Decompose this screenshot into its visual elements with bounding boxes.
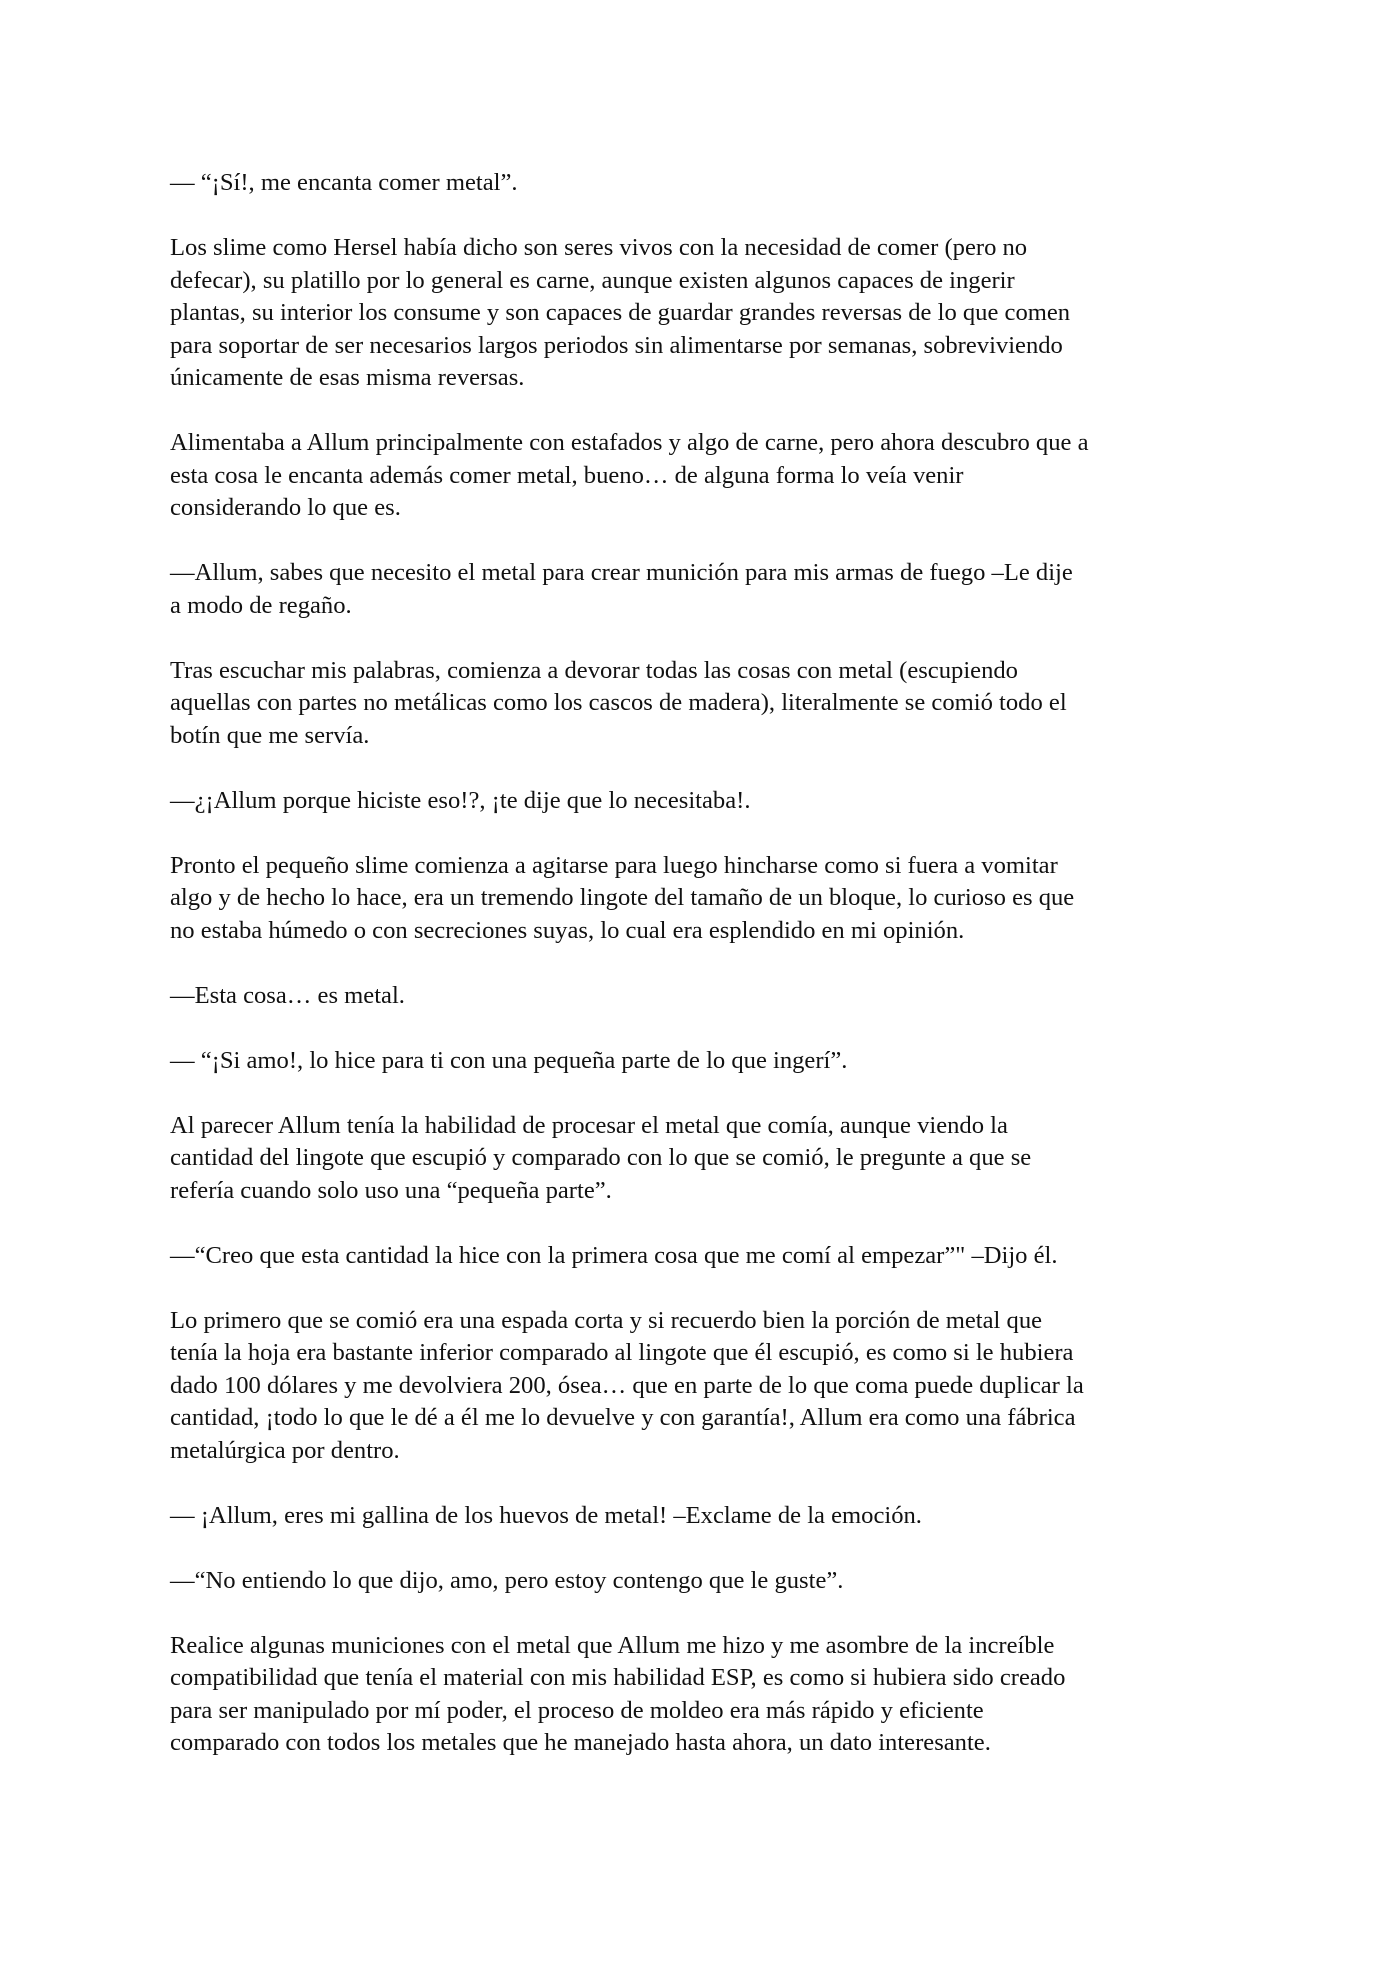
text-line: para ser manipulado por mí poder, el proceso de moldeo era más rápido y eficiente: [170, 1696, 984, 1724]
text-line: — ¡Allum, eres mi gallina de los huevos de metal! –Exclame de la emoción.: [170, 1501, 922, 1529]
text-line: —“No entiendo lo que dijo, amo, pero estoy contengo que le guste”.: [170, 1566, 844, 1594]
text-line: no estaba húmedo o con secreciones suyas, lo cual era esplendido en mi opinión.: [170, 916, 965, 944]
text-line: a modo de regaño.: [170, 591, 352, 619]
text-line: para soportar de ser necesarios largos periodos sin alimentarse por semanas, sobreviviendo: [170, 331, 1063, 359]
text-line: considerando lo que es.: [170, 494, 401, 521]
text-line: —Allum, sabes que necesito el metal para crear munición para mis armas de fuego –Le dije: [170, 559, 1073, 586]
text-line: Alimentaba a Allum principalmente con estafados y algo de carne, pero ahora descubro que a: [170, 429, 1089, 456]
paragraph: [170, 1045, 1250, 1078]
document-body: [170, 167, 1250, 1792]
text-line: únicamente de esas misma reversas.: [170, 364, 525, 391]
text-line: plantas, su interior los consume y son capaces de guardar grandes reversas de lo que comen: [170, 299, 1071, 326]
text-line: dado 100 dólares y me devolviera 200, ósea… que en parte de lo que coma puede duplicar la: [170, 1371, 1084, 1399]
text-line: —“Creo que esta cantidad la hice con la primera cosa que me comí al empezar”" –Dijo él.: [170, 1241, 1058, 1269]
paragraph: [170, 232, 1250, 395]
text-line: Al parecer Allum tenía la habilidad de procesar el metal que comía, aunque viendo la: [170, 1111, 1008, 1139]
text-line: —Esta cosa… es metal.: [170, 981, 405, 1009]
text-line: — “¡Sí!, me encanta comer metal”.: [170, 169, 518, 196]
text-line: compatibilidad que tenía el material con mis habilidad ESP, es como si hubiera sido creado: [170, 1664, 1066, 1691]
paragraph: [170, 980, 1250, 1013]
text-line: tenía la hoja era bastante inferior comparado al lingote que él escupió, es como si le hubiera: [170, 1339, 1074, 1366]
paragraph: [170, 850, 1250, 948]
text-line: cantidad, ¡todo lo que le dé a él me lo devuelve y con garantía!, Allum era como una fábrica: [170, 1404, 1076, 1431]
text-line: comparado con todos los metales que he manejado hasta ahora, un dato interesante.: [170, 1729, 991, 1756]
text-line: Los slime como Hersel había dicho son seres vivos con la necesidad de comer (pero no: [170, 234, 1028, 261]
text-line: Tras escuchar mis palabras, comienza a devorar todas las cosas con metal (escupiendo: [170, 656, 1018, 684]
paragraph: [170, 1500, 1250, 1533]
text-line: — “¡Si amo!, lo hice para ti con una pequeña parte de lo que ingerí”.: [170, 1046, 848, 1074]
paragraph: [170, 167, 1250, 200]
text-line: aquellas con partes no metálicas como los cascos de madera), literalmente se comió todo el: [170, 689, 1067, 716]
paragraph: [170, 1240, 1250, 1273]
text-line: Realice algunas municiones con el metal que Allum me hizo y me asombre de la increíble: [170, 1631, 1055, 1659]
text-line: esta cosa le encanta además comer metal, bueno… de alguna forma lo veía venir: [170, 461, 964, 489]
text-line: botín que me servía.: [170, 721, 370, 749]
paragraph: [170, 1630, 1250, 1760]
text-line: refería cuando solo uso una “pequeña parte”.: [170, 1176, 612, 1204]
paragraph: [170, 1110, 1250, 1208]
text-line: —¿¡Allum porque hiciste eso!?, ¡te dije que lo necesitaba!.: [170, 786, 751, 814]
paragraph: [170, 785, 1250, 818]
text-line: metalúrgica por dentro.: [170, 1436, 400, 1464]
text-line: Pronto el pequeño slime comienza a agitarse para luego hincharse como si fuera a vomitar: [170, 851, 1058, 879]
text-line: Lo primero que se comió era una espada corta y si recuerdo bien la porción de metal que: [170, 1306, 1043, 1334]
paragraph: [170, 427, 1250, 525]
text-line: cantidad del lingote que escupió y comparado con lo que se comió, le pregunte a que se: [170, 1144, 1032, 1171]
paragraph: [170, 1305, 1250, 1468]
text-line: algo y de hecho lo hace, era un tremendo lingote del tamaño de un bloque, lo curioso es que: [170, 884, 1075, 911]
paragraph: [170, 1565, 1250, 1598]
paragraph: [170, 557, 1250, 622]
text-line: defecar), su platillo por lo general es carne, aunque existen algunos capaces de ingerir: [170, 266, 1015, 294]
paragraph: [170, 655, 1250, 753]
